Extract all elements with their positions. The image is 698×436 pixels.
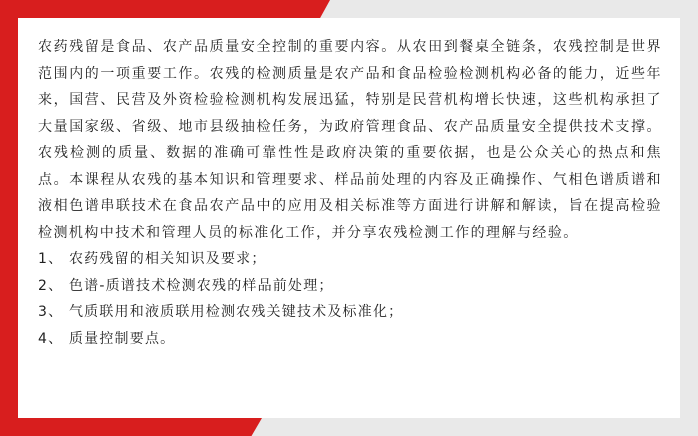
intro-paragraph: 农药残留是食品、农产品质量安全控制的重要内容。从农田到餐桌全链条，农残控制是世界范围内的一项重要工作。农残的检测质量是农产品和食品检验检测机构必备的能力，近些年来，国营、民营及外资检验检测机构发展迅猛，特别是民营机构增长快速，这些机构承担了大量国家级、省级、地市县级抽检任务，为政府管理食品、农产品质量安全提供技术支撑。农残检测的质量、数据的准确可靠性性是政府决策的重要依据，也是公众关心的热点和焦点。本课程从农残的基本知识和管理要求、样品前处理的内容及正确操作、气相色谱质谱和液相色谱串联技术在食品农产品中的应用及相关标准等方面进行讲解和解读，旨在提高检验检测机构中技术和管理人员的标准化工作，并分享农残检测工作的理解与经验。 [38,39,662,241]
list-item: 2、 色谱-质谱技术检测农残的样品前处理； [38,277,334,294]
content-box [18,18,680,418]
list-item: 4、 质量控制要点。 [38,330,176,347]
list-item: 1、 农药残留的相关知识及要求； [38,251,267,267]
red-border-left-top [0,0,18,190]
list-item: 3、 气质联用和液质联用检测农残关键技术及标准化； [38,304,404,320]
red-border-left-bottom [0,190,18,436]
red-corner-top [0,0,330,18]
red-corner-bottom [0,418,262,436]
topic-list [38,246,662,352]
